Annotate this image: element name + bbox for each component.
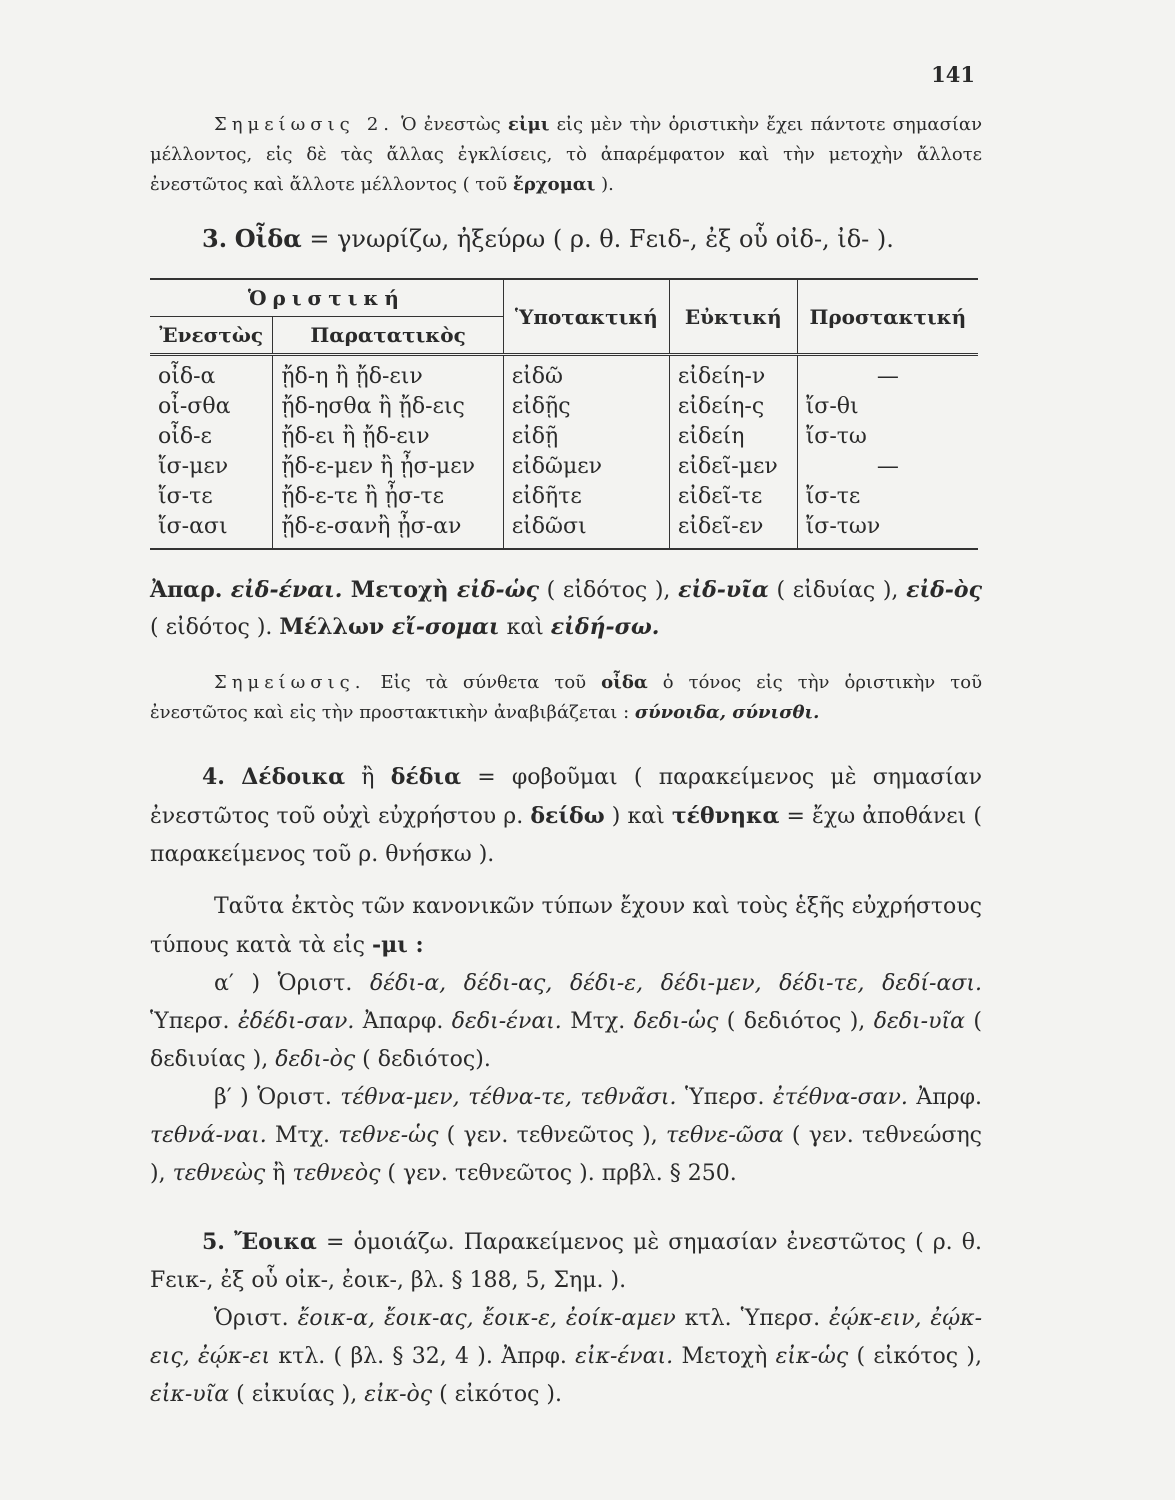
example: σύνοιδα, σύνισθι.	[634, 702, 820, 723]
form: εἰδεῖ-μεν	[677, 454, 778, 479]
label-aparemfato: Ἀπαρ.	[150, 577, 223, 603]
label-metochi: Μετοχὴ	[350, 577, 449, 603]
forms: εἰκ-ὸς	[364, 1382, 433, 1407]
verb-dedoika: Δέδοικα	[241, 764, 346, 790]
genitive: ( εἰκυίας ),	[229, 1382, 365, 1407]
note-label: Σημείωσις 2.	[214, 114, 395, 135]
col-header-prostaktiki: Προστακτική	[797, 279, 978, 355]
section-5-forms	[150, 1300, 982, 1414]
verb-oida: οἶδα	[601, 672, 648, 693]
forms: εἰκ-έναι.	[566, 1344, 674, 1369]
form: ἴσ-θι	[805, 394, 859, 419]
forms: δεδι-ὸς	[275, 1047, 356, 1072]
section-number: 4.	[202, 764, 225, 790]
form: οἶ-σθα	[158, 394, 231, 419]
note-text: ).	[595, 174, 614, 195]
text: = ὁμοιάζω. Παρακείμενος μὲ σημασίαν ἐνεστῶτος ( ρ. θ. Fεικ-, ἐξ οὗ οἰκ-, ἐοικ-, βλ. § 188, 5, Σημ. ).	[150, 1230, 982, 1293]
genitive: ( εἰδότος ),	[538, 578, 679, 603]
section-number: 3.	[202, 224, 228, 253]
col-header-ypotaktiki: Ὑποτακτική	[503, 279, 669, 355]
verb-eoika: Ἔοικα	[234, 1229, 317, 1255]
forms: δεδι-υῖα	[873, 1009, 965, 1034]
label: Ὑπερσ.	[150, 1009, 230, 1034]
forms: τέθνα-μεν, τέθνα-τε, τεθνᾶσι.	[331, 1085, 677, 1110]
forms: τεθνε-ὡς	[330, 1123, 439, 1148]
forms: τεθνε-ῶσα	[666, 1123, 784, 1148]
form: ᾔδ-ε-μεν ἢ ᾖσ-μεν	[281, 454, 475, 479]
verb-eimi: εἰμι	[507, 114, 550, 135]
note-label: Σημείωσις.	[214, 672, 366, 693]
genitive: ( εἰκότος ),	[848, 1344, 982, 1369]
form: εἰδ-ὡς	[448, 577, 539, 603]
form: εἰδῆτε	[511, 484, 582, 509]
forms: εἰκ-ὡς	[767, 1344, 849, 1369]
genitive: ( εἰδυίας ),	[768, 578, 907, 603]
text: = ἔχω ἀποθάνει ( παρακείμενος τοῦ ρ. θνήσκω ).	[150, 804, 983, 867]
form: ἴσ-ασι	[158, 514, 228, 539]
form: ἴσ-τε	[158, 484, 213, 509]
text: = φοβοῦμαι ( παρακείμενος μὲ σημασίαν ἐνεστῶτος τοῦ οὐχὶ εὐχρήστου ρ.	[150, 765, 982, 829]
verb-deido: δείδω	[530, 803, 605, 829]
form: εἰδείη-ς	[677, 394, 765, 419]
form: εἰδεῖ-τε	[677, 484, 763, 509]
text: ἢ	[345, 765, 391, 790]
section-3-heading	[150, 222, 982, 256]
form: —	[876, 454, 899, 479]
verb-erchomai: ἔρχομαι	[512, 174, 596, 195]
note-2	[150, 110, 982, 200]
section-4-part-a	[150, 965, 982, 1079]
verb-tethnika: τέθνηκα	[671, 803, 780, 829]
forms: εἰκ-υῖα	[150, 1382, 230, 1407]
group-header-oristiki: Ὁριστική	[150, 279, 503, 317]
form: ᾔδ-ησθα ἢ ᾔδ-εις	[281, 394, 465, 419]
form: ἴσ-μεν	[158, 454, 229, 479]
text: καὶ	[499, 615, 551, 640]
forms: τεθνεὼς	[172, 1161, 266, 1186]
form: εἰδ-ὸς	[906, 577, 983, 603]
forms: τεθνεὸς	[292, 1161, 381, 1186]
text: ἢ	[265, 1161, 293, 1186]
form: εἰδῶσι	[511, 514, 587, 539]
label: Ἀπρφ.	[907, 1085, 983, 1110]
label: β′ ) Ὁριστ.	[214, 1085, 332, 1110]
form: εἰδεῖ-εν	[677, 514, 764, 539]
form: εἰδῇς	[511, 394, 571, 419]
form: ᾔδ-ει ἢ ᾔδ-ειν	[281, 424, 430, 449]
genitive: ( γεν. τεθνεώσης ),	[150, 1123, 982, 1186]
form: —	[876, 364, 899, 389]
form: ἴσ-των	[805, 514, 881, 539]
form: εἰδή-σω.	[550, 614, 660, 640]
col-ypotaktiki	[503, 355, 669, 550]
forms: δεδι-έναι.	[443, 1009, 562, 1034]
form: οἶδ-ε	[158, 424, 212, 449]
section-4-heading	[150, 758, 982, 874]
col-euktiki	[669, 355, 797, 550]
label: Ἀπαρφ.	[354, 1009, 444, 1034]
label: Ἀπρφ.	[501, 1344, 567, 1369]
form: εἰδ-έναι.	[222, 577, 351, 603]
label: Μτχ.	[266, 1123, 331, 1148]
section-4-intro	[150, 888, 982, 965]
form: ἴσ-τω	[805, 424, 867, 449]
forms: ἐτέθνα-σαν.	[764, 1085, 908, 1110]
section-3-forms	[150, 572, 982, 646]
page-content	[150, 110, 982, 1414]
label: Ὑπερσ.	[676, 1085, 765, 1110]
section-4-part-b	[150, 1079, 982, 1193]
form: εἰδῶ	[511, 364, 563, 389]
form: εἰδ-υῖα	[678, 577, 769, 603]
label: α′ ) Ὁριστ.	[214, 971, 353, 996]
col-enestos	[150, 355, 273, 550]
form: εἴ-σομαι	[384, 614, 500, 640]
form: εἰδείη-ν	[677, 364, 766, 389]
section-5-heading	[150, 1223, 982, 1300]
note-3	[150, 668, 982, 728]
conjugation-table	[150, 278, 978, 550]
col-prostaktiki	[797, 355, 978, 550]
form: οἶδ-α	[158, 364, 216, 389]
form: ᾔδ-ε-τε ἢ ᾖσ-τε	[281, 484, 444, 509]
text: κτλ.	[675, 1306, 741, 1331]
label: Ὑπερσ.	[740, 1306, 821, 1331]
note-text: εἰς μὲν τὴν ὁριστικὴν ἔχει πάντοτε σημασίαν μέλλοντος, εἰς δὲ τὰς ἄλλας ἐγκλίσεις, τὸ ἀπαρέμφατον καὶ τὴν μετοχὴν ἄλλοτε ἐνεστῶτος καὶ ἄλλοτε μέλλοντος ( τοῦ	[150, 114, 983, 195]
col-paratatikos	[273, 355, 503, 550]
form: εἰδῶμεν	[511, 454, 603, 479]
forms: δέδι-α, δέδι-ας, δέδι-ε, δέδι-μεν, δέδι-τε, δεδί-ασι.	[352, 971, 982, 996]
col-header-enestos: Ἐνεστὼς	[150, 317, 273, 355]
genitive: ( δεδιότος).	[355, 1047, 491, 1072]
genitive: ( δεδιότος ),	[718, 1009, 874, 1034]
section-text: = γνωρίζω, ἠξεύρω ( ρ. θ. Fειδ-, ἐξ οὗ οἰδ-, ἰδ- ).	[301, 225, 894, 253]
forms: ἔοικ-α, ἔοικ-ας, ἔοικ-ε, ἐοίκ-αμεν	[288, 1306, 676, 1331]
genitive: ( εἰδότος ).	[150, 615, 280, 640]
note-text: Ὁ ἐνεστὼς	[394, 114, 508, 135]
forms: δεδι-ὡς	[625, 1009, 719, 1034]
col-header-paratatikos: Παρατατικὸς	[273, 317, 503, 355]
genitive: ( γεν. τεθνεῶτος ),	[438, 1123, 667, 1148]
form: εἰδείη	[677, 424, 745, 449]
text: κτλ. ( βλ. § 32, 4 ).	[270, 1344, 502, 1369]
forms: τεθνά-ναι.	[150, 1123, 267, 1148]
form: ᾔδ-η ἢ ᾔδ-ειν	[281, 364, 423, 389]
genitive: ( δεδιυίας ),	[150, 1009, 982, 1072]
verb-dedia: δέδια	[390, 764, 461, 790]
form: ᾔδ-ε-σανἢ ᾖσ-αν	[281, 514, 462, 539]
note-text: Εἰς τὰ σύνθετα τοῦ	[365, 672, 602, 693]
mi-suffix: -μι :	[371, 932, 424, 958]
col-header-euktiki: Εὐκτική	[669, 279, 797, 355]
section-number: 5.	[202, 1229, 225, 1255]
label: Μτχ.	[561, 1009, 626, 1034]
genitive: ( γεν. τεθνεῶτος ). πρβλ. § 250.	[380, 1161, 737, 1186]
label-mellon: Μέλλων	[279, 614, 385, 640]
form: ἴσ-τε	[805, 484, 861, 509]
genitive: ( εἰκότος ).	[432, 1382, 563, 1407]
note-text: ὁ τόνος εἰς τὴν ὁριστικὴν τοῦ ἐνεστῶτος καὶ εἰς τὴν προστακτικὴν ἀναβιβάζεται :	[150, 672, 983, 723]
label: Ὁριστ.	[214, 1306, 289, 1331]
forms: ἐῴκ-ειν, ἐῴκ-εις, ἐῴκ-ει	[150, 1306, 983, 1369]
form: εἰδῇ	[511, 424, 559, 449]
verb-oida: Οἶδα	[234, 224, 302, 253]
text: ) καὶ	[604, 804, 672, 829]
label: Μετοχὴ	[673, 1344, 768, 1369]
text: Ταῦτα ἐκτὸς τῶν κανονικῶν τύπων ἔχουν καὶ τοὺς ἑξῆς εὐχρήστους τύπους κατὰ τὰ εἰς	[150, 894, 982, 958]
page-number: 141	[931, 62, 975, 87]
forms: ἐδέδι-σαν.	[229, 1009, 355, 1034]
